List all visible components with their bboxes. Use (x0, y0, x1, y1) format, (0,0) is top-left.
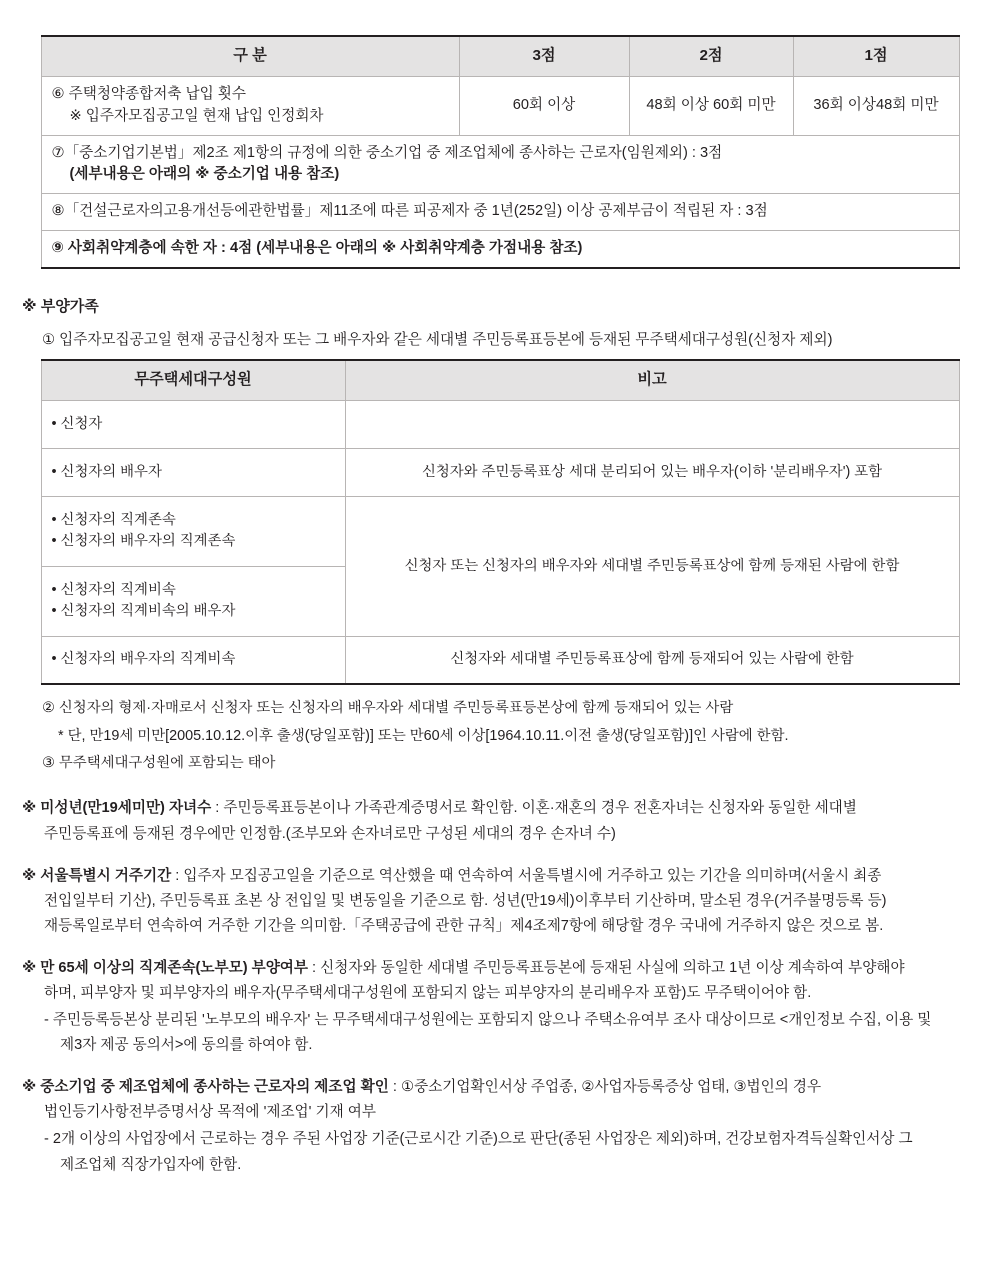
table-row (41, 194, 959, 231)
family-member-table (41, 359, 960, 685)
criteria-label-item9: ⑨ 사회취약계층에 속한 자 : 4점 (세부내용은 아래의 ※ 사회취약계층 가점내용 참조) (41, 231, 959, 268)
criteria-label-item8: ⑧「건설근로자의고용개선등에관한법률」제11조에 따른 피공제자 중 1년(252일) 이상 공제부금이 적립된 자 : 3점 (41, 194, 959, 231)
family-table-head (41, 360, 959, 400)
member-spouse-descendants (41, 636, 345, 684)
family-note-item3: ③ 무주택세대구성원에 포함되는 태아 (42, 755, 276, 772)
remarks-ascendants-descendants: 신청자 또는 신청자의 배우자와 세대별 주민등록표상에 함께 등재된 사람에 한함 (345, 496, 959, 636)
column-header-2points: 2점 (629, 36, 793, 76)
note-body-elderly-cont1: 하며, 피부양자 및 피부양자의 배우자(무주택세대구성원에 포함되지 않는 피부양자의 분리배우자 포함)도 무주택이어야 함. (44, 984, 812, 1001)
note-sme-dash1-text: - 2개 이상의 사업장에서 근로하는 경우 주된 사업장 기준(근로시간 기준)으로 판단(종된 사업장은 제외)하며, 건강보험자격득실확인서상 그 (44, 1131, 913, 1148)
note-elderly-dash1-text: - 주민등록등본상 분리된 '노부모의 배우자' 는 무주택세대구성원에는 포함되지 않으나 주택소유여부 조사 대상이므로 <개인정보 수집, 이용 및 (44, 1012, 932, 1029)
member-label: • 신청자의 직계비속 (52, 582, 176, 598)
member-label: • 신청자 (52, 416, 103, 432)
note-title-minor: 미성년(만19세미만) 자녀수 (40, 800, 212, 817)
criteria-line-note: ※ 입주자모집공고일 현재 납입 인정회차 (69, 107, 324, 124)
note-mark-icon: ※ (22, 959, 37, 976)
note-sme-dash1 (22, 1127, 972, 1177)
note-mark-icon: ※ (22, 800, 37, 817)
note-body-residence-cont2: 재등록일로부터 연속하여 거주한 기간을 의미함.「주택공급에 관한 규칙」제4조제7항에 해당할 경우 국내에 거주하지 않은 것으로 봄. (44, 917, 884, 934)
member-spouse (41, 448, 345, 496)
member-applicant (41, 400, 345, 448)
remarks-spouse-descendants: 신청자와 세대별 주민등록표상에 함께 등재되어 있는 사람에 한함 (345, 636, 959, 684)
remarks-applicant (345, 400, 959, 448)
note-body-residence: : 입주자 모집공고일을 기준으로 역산했을 때 연속하여 서울특별시에 거주하고 있는 기간을 의미하며(서울시 최종 (171, 867, 882, 884)
section-heading-dependents: ※ 부양가족 (22, 298, 99, 316)
score-value-2points: 48회 이상 60회 미만 (629, 76, 793, 135)
family-notes-block (0, 697, 1000, 775)
note-elderly-dash1-cont: 제3자 제공 동의서>에 동의를 하여야 함. (60, 1037, 313, 1054)
table-header-row (41, 36, 959, 76)
criteria-line-primary: ⑦「중소기업기본법」제2조 제1항의 규정에 의한 중소기업 중 제조업체에 종사하는 근로자(임원제외) : 3점 (51, 144, 723, 161)
dependents-intro-item1: ① 입주자모집공고일 현재 공급신청자 또는 그 배우자와 같은 세대별 주민등록표등본에 등재된 무주택세대구성원(신청자 제외) (42, 332, 833, 349)
member-ascendants (41, 496, 345, 566)
criteria-label-item6 (41, 76, 459, 135)
score-criteria-table (41, 35, 960, 269)
table-row (41, 496, 959, 566)
note-elderly-dash1 (22, 1008, 972, 1058)
note-mark-icon: ※ (22, 867, 37, 884)
table-header-row (41, 360, 959, 400)
table-row (41, 135, 959, 194)
member-label: • 신청자의 직계비속의 배우자 (52, 603, 236, 619)
note-title-sme: 중소기업 중 제조업체에 종사하는 근로자의 제조업 확인 (40, 1079, 389, 1096)
note-body-sme-cont1: 법인등기사항전부증명서상 목적에 '제조업' 기재 여부 (44, 1104, 376, 1121)
column-header-1point: 1점 (793, 36, 959, 76)
score-table-body (41, 76, 959, 268)
note-elderly-support (22, 939, 972, 1058)
note-sme-dash1-cont: 제조업체 직장가입자에 한함. (60, 1156, 242, 1173)
member-label: • 신청자의 직계존속 (52, 512, 176, 528)
criteria-line-note: (세부내용은 아래의 ※ 중소기업 내용 참조) (69, 166, 340, 183)
score-table-head (41, 36, 959, 76)
note-body-elderly: : 신청자와 동일한 세대별 주민등록표등본에 등재된 사실에 의하고 1년 이상 계속하여 부양해야 (308, 959, 905, 976)
note-minor-children (22, 779, 972, 846)
column-header-3points: 3점 (459, 36, 629, 76)
note-body-minor-cont1: 주민등록표에 등재된 경우에만 인정함.(조부모와 손자녀로만 구성된 세대의 경우 손자녀 수) (44, 825, 616, 842)
column-header-household-member: 무주택세대구성원 (41, 360, 345, 400)
family-note-item2: ② 신청자의 형제·자매로서 신청자 또는 신청자의 배우자와 세대별 주민등록표등본상에 함께 등재되어 있는 사람 (42, 700, 734, 717)
column-header-remarks: 비고 (345, 360, 959, 400)
table-row (41, 636, 959, 684)
table-row (41, 400, 959, 448)
note-title-residence: 서울특별시 거주기간 (40, 867, 172, 884)
member-descendants (41, 566, 345, 636)
remarks-spouse: 신청자와 주민등록표상 세대 분리되어 있는 배우자(이하 '분리배우자') 포함 (345, 448, 959, 496)
member-label: • 신청자의 배우자의 직계비속 (52, 651, 236, 667)
note-body-residence-cont1: 전입일부터 기산), 주민등록표 초본 상 전입일 및 변동일을 기준으로 함. 성년(만19세)이후부터 기산하며, 말소된 경우(거주불명등록 등) (44, 892, 887, 909)
table-row (41, 76, 959, 135)
family-table-body (41, 400, 959, 684)
table-row (41, 448, 959, 496)
note-mark-icon: ※ (22, 1079, 37, 1096)
table-row (41, 231, 959, 268)
member-label: • 신청자의 배우자의 직계존속 (52, 533, 236, 549)
column-header-category: 구 분 (41, 36, 459, 76)
note-body-sme: : ①중소기업확인서상 주업종, ②사업자등록증상 업태, ③법인의 경우 (388, 1079, 822, 1096)
criteria-label-item7 (41, 135, 959, 194)
family-note-item2-sub: * 단, 만19세 미만[2005.10.12.이후 출생(당일포함)] 또는 만60세 이상[1964.10.11.이전 출생(당일포함)]인 사람에 한함. (58, 727, 789, 744)
note-seoul-residence (22, 847, 972, 939)
score-value-3points: 60회 이상 (459, 76, 629, 135)
member-label: • 신청자의 배우자 (52, 464, 162, 480)
note-title-elderly: 만 65세 이상의 직계존속(노부모) 부양여부 (40, 959, 308, 976)
document-page (0, 35, 1000, 1287)
score-value-1point: 36회 이상48회 미만 (793, 76, 959, 135)
note-body-minor: : 주민등록표등본이나 가족관계증명서로 확인함. 이혼·재혼의 경우 전혼자녀는 신청자와 동일한 세대별 (211, 800, 857, 817)
note-sme-manufacturing (22, 1058, 972, 1177)
criteria-line-primary: ⑥ 주택청약종합저축 납입 횟수 (51, 85, 246, 102)
